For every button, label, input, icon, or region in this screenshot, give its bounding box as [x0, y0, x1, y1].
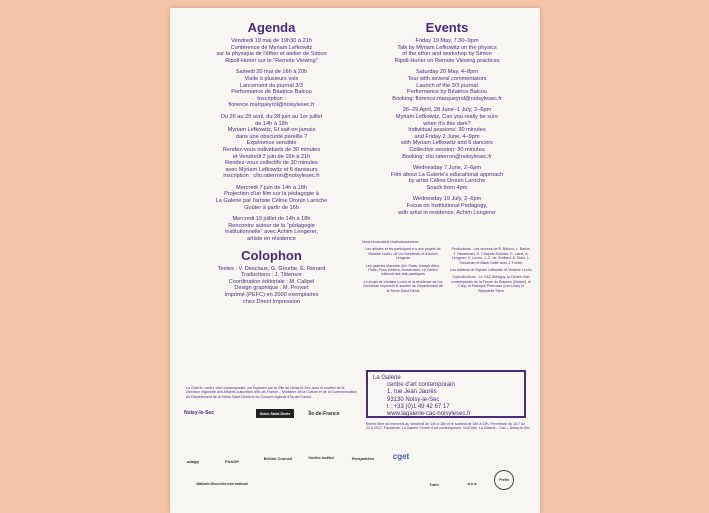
- events-entry: [362, 196, 532, 216]
- acknowledgements-left: [362, 247, 444, 296]
- agenda-entry-line: Samedi 20 mai de 16h à 20h: [235, 69, 308, 76]
- events-entry-line: Friday 19 May, 7.30–9pm: [415, 38, 479, 44]
- noisy-le-sec-logo: Noisy-le-Sec: [183, 410, 214, 416]
- agenda-entry-line: Visite à plusieurs voix: [244, 75, 299, 82]
- venue-website[interactable]: www.lagalerie-cac-noisylesec.fr: [387, 411, 471, 418]
- agenda-entry: [184, 114, 359, 180]
- events-entry-line: Talk by Myriam Lefkowitz on the physics: [397, 44, 497, 51]
- events-list: [362, 38, 532, 216]
- events-entry-line: with Myriam Lefkowitz and 6 dancers: [401, 140, 493, 147]
- events-entry-line: Wednesday 7 June, 2–6pm: [413, 165, 481, 172]
- funding-statement: La Galerie, centre d'art contemporain, est financée par la Ville de Noisy-le-Sec avec le soutien de la Direction régionale des Affaires culturelles d'Île-de-France – Ministère de la Culture et de la Communication, du Département de la Seine-Saint-Denis et du Conseil régional d'Île-de-France.: [186, 386, 358, 399]
- colophon-credits: [184, 266, 359, 306]
- agenda-entry-line: Expérience sensible: [246, 140, 297, 147]
- adagp-logo: adagp: [187, 458, 199, 464]
- events-entry-line: Booking: clio.raterron@noisylesec.fr: [402, 153, 492, 160]
- events-entry-line: Focus on Institutional Pedagogy,: [406, 203, 488, 210]
- agenda-entry: [184, 38, 359, 64]
- events-entry-line: Individual sessions: 30 minutes: [408, 127, 486, 134]
- agenda-entry-line: Rencontre autour de la "pédagogie: [228, 222, 315, 229]
- address-box: [366, 370, 526, 418]
- dca-logo: d.c.a: [467, 480, 477, 486]
- acknowledgement-paragraph: Le projet de Violaine Lochu et la résidence de Lia Schulman reçoivent le soutien du Département de la Seine-Saint-Denis: [363, 279, 443, 293]
- events-entry-line: and Friday 2 June, 4–9pm: [414, 133, 480, 140]
- agenda-entry-line: Rendez-vous individuels de 30 minutes: [222, 146, 321, 153]
- events-column: [362, 18, 532, 221]
- events-entry: [362, 38, 532, 64]
- events-title: Events: [425, 20, 469, 35]
- events-entry: [362, 165, 532, 191]
- agenda-title: Agenda: [247, 20, 296, 35]
- colophon-line: Coordination éditoriale : M. Calipel: [228, 278, 315, 285]
- events-entry-line: with artist in residence, Achim Lengerer: [398, 209, 496, 216]
- agenda-entry-line: sur la physique de l'éther et atelier de Simon: [216, 51, 327, 58]
- agenda-entry-line: Mercredi 19 juillet de 14h à 18h: [232, 216, 311, 223]
- agenda-entry-line: La Galerie par l'artiste Céline Drouin Laroche: [215, 198, 328, 205]
- prefet-logo: Prefet: [494, 470, 514, 490]
- fnagp-logo: FNAGP: [225, 458, 239, 464]
- colophon-title: Colophon: [241, 247, 302, 263]
- agenda-entry-line: artiste en résidence: [247, 236, 296, 243]
- agenda-entry-line: Goûter à partir de 16h: [244, 204, 299, 211]
- wallonie-bruxelles-logo: Wallonie-Bruxelles International: [196, 482, 248, 486]
- agenda-entry-line: Vendredi 19 mai de 19h30 à 21h: [231, 38, 312, 44]
- colophon-line: Imprimé (PEFC) en 2000 exemplaires: [224, 292, 319, 298]
- acknowledgement-paragraph: Productions : Les œuvres de B. Balcou, L. Barba, J. Hauseman, D. Chapuis-Schmitz, E. Laine, A. Lengerer, V. Lochu, J.-C. de Greffard, S. Rollo, L. Schulman et Black Gaffe avec J. Fortier: [451, 247, 531, 265]
- opening-hours-info: Entrée libre du mercredi au vendredi de 14h à 18h et le samedi de 14h à 19h. Fermeture du 14.7 au 22.8.2017. Facebook: La Galerie Centre d'art contemporain. YouTube: La Galerie – Cac – Noisy-le-Sec: [366, 422, 531, 431]
- agenda-entry-line: Mercredi 7 juin de 14h à 18h: [236, 184, 307, 191]
- colophon-line: chez Direct Impression: [243, 298, 300, 305]
- agenda-entry-line: avec Myriam Lefkowitz et 6 danseurs: [225, 166, 318, 173]
- agenda-entry-line: Du 26 au 29 avril, du 28 juin au 1er juillet: [220, 113, 323, 120]
- events-entry-line: Film about La Galerie's educational approach: [390, 171, 504, 178]
- agenda-entry-line: Lancement du journal 3/3: [239, 82, 304, 89]
- venue-name: La Galerie: [373, 375, 401, 381]
- colophon-line: Design graphique : M. Proyart: [234, 285, 309, 292]
- cget-logo: cget: [392, 451, 410, 461]
- colophon-line: Textes : V. Desclaux, G. Gourbe, É. Renard: [217, 265, 326, 272]
- agenda-entry-line: dans une obscurité pareille ?: [235, 133, 308, 140]
- seine-saint-denis-logo: Seine-Saint-Denis: [256, 409, 294, 418]
- acknowledgement-paragraph: Coproductions : Le CAC Brétigny, la Centre d'art contemporain de la Ferme du Buisson (Noisiel), le Crep, la Fabrique Pherouse (Les Lilas) et Stéphanie Stern: [451, 275, 531, 293]
- british-council-logo: British Council: [263, 455, 293, 461]
- leaflet-page: [170, 8, 540, 513]
- events-entry-line: Myriam Lefkowitz, Can you really be sure: [395, 113, 499, 120]
- events-entry: [362, 69, 532, 102]
- agenda-list: [184, 38, 359, 243]
- acknowledgements-intro: Nous remercions chaleureusement :: [362, 240, 420, 244]
- venue-subtitle: centre d'art contemporain: [387, 382, 455, 389]
- agenda-entry-line: Performance de Béatrice Balcou: [231, 89, 312, 96]
- acknowledgements: [362, 240, 532, 296]
- events-entry-line: Snack from 4pm: [426, 184, 468, 191]
- events-entry-line: Collective session: 30 minutes: [409, 146, 485, 153]
- agenda-entry: [184, 216, 359, 242]
- agenda-entry-line: institutionnelle" avec Achim Lengerer,: [225, 229, 318, 236]
- agenda-entry-line: florence.marqueyrol@noisylesec.fr: [228, 102, 315, 109]
- agenda-entry-line: Myriam Lefkowitz, Et sait-on jamais: [227, 127, 316, 134]
- events-entry-line: Ripoll-Hurier on Remote Viewing practices: [394, 57, 500, 64]
- venue-phone: t : +33 (0)1 49 42 67 17: [387, 403, 450, 410]
- agenda-entry-line: de 14h à 18h: [255, 120, 288, 127]
- acknowledgement-paragraph: Les éditions de Myriam Lefkowitz et Violaine Lochu: [450, 268, 532, 273]
- goethe-institut-logo: Goethe-Institut: [308, 456, 334, 460]
- events-entry-line: Wednesday 19 July, 2–6pm: [412, 196, 482, 203]
- events-entry-line: 26–29 April, 28 June–1 July, 2–6pm: [402, 107, 492, 114]
- agenda-entry-line: Inscription : clio.raterron@noisylesec.fr: [223, 173, 320, 180]
- venue-street: 1, rue Jean Jaurès: [387, 389, 437, 396]
- events-entry-line: when it's this dark?: [423, 120, 471, 127]
- agenda-entry-line: Conférence de Myriam Lefkowitz: [230, 44, 313, 51]
- events-entry-line: by artist Céline Drouin Laroche: [408, 178, 486, 185]
- agenda-entry: [184, 185, 359, 211]
- events-entry-line: Tour with several commentators: [407, 75, 487, 82]
- agenda-entry-line: Ripoll-Hurier sur le "Remote Viewing": [225, 57, 318, 64]
- agenda-entry-line: Rendez-vous collectifs de 30 minutes: [225, 160, 318, 167]
- venue-city: 93130 Noisy-le-Sec: [387, 396, 440, 403]
- agenda-entry: [184, 69, 359, 109]
- agenda-entry-line: Projection d'un film sur la pédagogie à: [224, 191, 319, 198]
- events-entry-line: Performance by Béatrice Balcou: [406, 89, 488, 96]
- events-entry-line: Launch of the 3/3 journal: [416, 82, 478, 89]
- tram-logo: Tram: [429, 481, 439, 487]
- acknowledgements-right: [450, 247, 532, 296]
- ile-de-france-logo: Île-de-France: [308, 410, 340, 417]
- agenda-column: [184, 18, 359, 305]
- colophon-line: Traductions : J. Tittensor: [240, 272, 303, 279]
- perspektive-logo: Perspektive: [351, 455, 375, 461]
- acknowledgement-paragraph: Les galeries Marcelle Alix, Paris; Joseph Allen, Paris; Fons Welters, Amsterdam; Le Centre national des arts plastiques: [365, 263, 441, 277]
- events-entry: [362, 107, 532, 160]
- agenda-entry-line: Inscription :: [257, 95, 286, 102]
- agenda-entry-line: et Vendredi 2 juin de 16h à 21h: [232, 153, 311, 160]
- acknowledgement-paragraph: Les artistes et les participant·e·s aux projets de Violaine Lochu, de Lia Schulman et d'Achim Lengerer: [365, 247, 441, 261]
- events-entry-line: Saturday 20 May, 4–8pm: [415, 69, 479, 76]
- events-entry-line: of the ether and workshop by Simon: [402, 51, 492, 58]
- events-entry-line: Booking: florence.marqueyrol@noisylesec.fr: [392, 95, 502, 102]
